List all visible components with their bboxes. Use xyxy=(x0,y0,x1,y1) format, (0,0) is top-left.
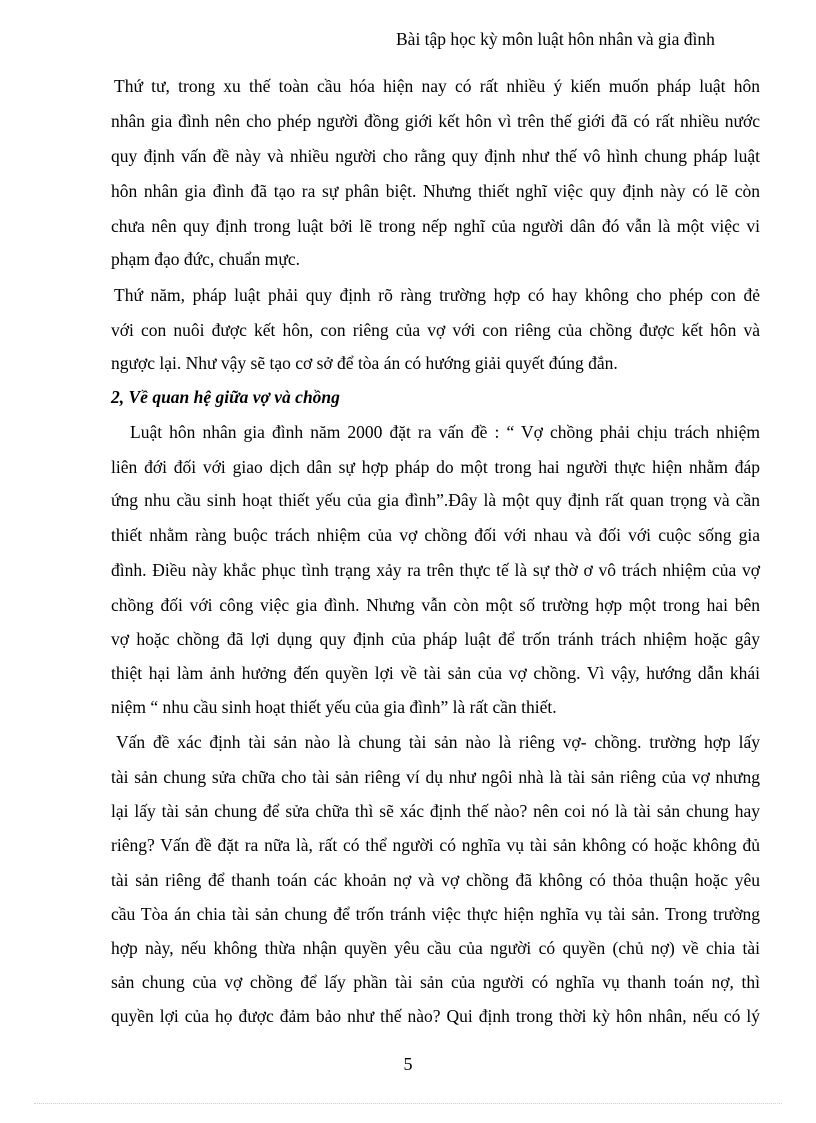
text-line: vợ hoặc chồng đã lợi dụng quy định của pháp luật để trốn tránh trách nhiệm hoặc gây xyxy=(111,629,760,649)
text-line: quyền lợi của họ được đảm bảo như thế nào? Qui định trong thời kỳ hôn nhân, nếu có lý xyxy=(111,1006,760,1026)
page-bottom-divider xyxy=(34,1103,782,1104)
text-line: với con nuôi được kết hôn, con riêng của vợ với con riêng của chồng được kết hôn và xyxy=(111,320,760,340)
text-line: Thứ năm, pháp luật phải quy định rõ ràng trường hợp có hay không cho phép con đẻ xyxy=(114,285,760,305)
text-line: hợp này, nếu không thừa nhận quyền yêu cầu của người có quyền (chủ nợ) về chia tài xyxy=(111,938,760,958)
text-line: tài sản chung sửa chữa cho tài sản riêng ví dụ như ngôi nhà là tài sản riêng của vợ nhưng xyxy=(111,767,760,787)
page-number: 5 xyxy=(403,1054,413,1074)
text-line: riêng? Vấn đề đặt ra nữa là, rất có thể người có nghĩa vụ tài sản không có hoặc không đủ xyxy=(111,835,760,855)
text-line: Thứ tư, trong xu thế toàn cầu hóa hiện nay có rất nhiều ý kiến muốn pháp luật hôn xyxy=(114,76,760,96)
running-header: Bài tập học kỳ môn luật hôn nhân và gia đình xyxy=(396,29,715,49)
text-line: nhân gia đình nên cho phép người đồng giới kết hôn vì trên thế giới đã có rất nhiều nước xyxy=(111,111,760,131)
section-heading: 2, Về quan hệ giữa vợ và chồng xyxy=(111,387,340,407)
text-line: sản chung của vợ chồng để lấy phần tài sản của người có nghĩa vụ thanh toán nợ, thì xyxy=(111,972,760,992)
text-line: phạm đạo đức, chuẩn mực. xyxy=(111,249,301,269)
text-line: Vấn đề xác định tài sản nào là chung tài sản nào là riêng vợ- chồng. trường hợp lấy xyxy=(116,732,760,752)
text-line: ngược lại. Như vậy sẽ tạo cơ sở để tòa án có hướng giải quyết đúng đắn. xyxy=(111,353,618,373)
text-line: hôn nhân gia đình đã tạo ra sự phân biệt. Nhưng thiết nghĩ việc quy định này có lẽ còn xyxy=(111,181,760,201)
text-line: thiết nhằm ràng buộc trách nhiệm của vợ chồng đối với nhau và đối với cuộc sống gia xyxy=(111,525,760,545)
text-line: liên đới đối với giao dịch dân sự hợp pháp do một trong hai người thực hiện nhằm đáp xyxy=(111,457,760,477)
text-line: chồng đối với công việc gia đình. Nhưng vẫn còn một số trường hợp một trong hai bên xyxy=(111,595,760,615)
text-line: lại lấy tài sản chung để sửa chữa thì sẽ xác định thế nào? nên coi nó là tài sản chung hay xyxy=(111,801,760,821)
text-line: đình. Điều này khắc phục tình trạng xảy ra trên thực tế là sự thờ ơ vô trách nhiệm của vợ xyxy=(111,560,760,580)
text-line: tài sản riêng để thanh toán các khoản nợ và vợ chồng đã không có thỏa thuận hoặc yêu xyxy=(111,870,760,890)
text-line: Luật hôn nhân gia đình năm 2000 đặt ra vấn đề : “ Vợ chồng phải chịu trách nhiệm xyxy=(130,422,760,442)
text-line: thiệt hại làm ảnh hưởng đến quyền lợi về tài sản của vợ chồng. Vì vậy, hướng dẫn khái xyxy=(111,663,760,683)
text-line: chưa nên quy định trong luật bởi lẽ trong nếp nghĩ của người dân đó vẫn là một việc vi xyxy=(111,216,760,236)
text-line: niệm “ nhu cầu sinh hoạt thiết yếu của gia đình” là rất cần thiết. xyxy=(111,697,557,717)
text-line: quy định vấn đề này và nhiều người cho rằng quy định như thế vô hình chung pháp luật xyxy=(111,146,760,166)
text-line: cầu Tòa án chia tài sản chung để trốn tránh việc thực hiện nghĩa vụ tài sản. Trong trường xyxy=(111,904,760,924)
text-line: ứng nhu cầu sinh hoạt thiết yếu của gia đình”.Đây là một quy định rất quan trọng và cần xyxy=(111,490,760,510)
